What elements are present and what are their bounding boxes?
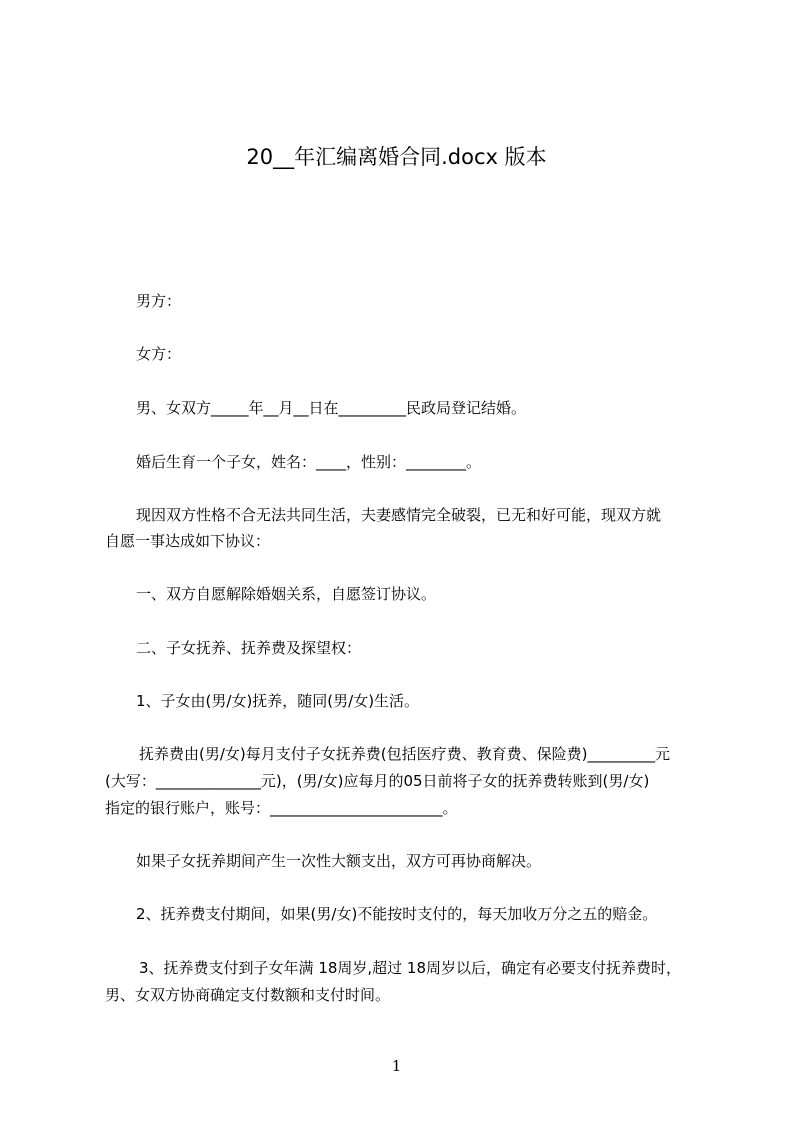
clause-two-item-2: 2、抚养费支付期间，如果(男/女)不能按时支付的，每天加收万分之五的赔金。 bbox=[136, 905, 658, 923]
clause-two-heading: 二、子女抚养、抚养费及探望权： bbox=[136, 639, 362, 657]
clause-one: 一、双方自愿解除婚姻关系，自愿签订协议。 bbox=[136, 585, 437, 603]
paragraph-reason-line-2: 自愿一事达成如下协议： bbox=[105, 532, 271, 550]
paragraph-support-fee-line-3: 指定的银行账户，账号：_______________________。 bbox=[105, 799, 458, 817]
paragraph-wife: 女方： bbox=[136, 345, 182, 363]
clause-two-item-1: 1、子女由(男/女)抚养，随同(男/女)生活。 bbox=[136, 692, 420, 710]
paragraph-support-fee-line-1: 抚养费由(男/女)每月支付子女抚养费(包括医疗费、教育费、保险费)_________元 bbox=[139, 745, 670, 763]
paragraph-support-fee-line-2: (大写：______________元)，(男/女)应每月的05日前将子女的抚养费转账到(男/女) bbox=[105, 772, 650, 790]
page-number: 1 bbox=[391, 1057, 402, 1075]
paragraph-husband: 男方： bbox=[136, 292, 182, 310]
clause-two-item-3-line-2: 男、女双方协商确定支付数额和支付时间。 bbox=[105, 986, 391, 1004]
paragraph-marriage-registration: 男、女双方_____年__月__日在_________民政局登记结婚。 bbox=[136, 399, 527, 417]
clause-two-item-3-line-1: 3、抚养费支付到子女年满 18周岁,超过 18周岁以后，确定有必要支付抚养费时， bbox=[139, 959, 682, 977]
paragraph-large-expense: 如果子女抚养期间产生一次性大额支出，双方可再协商解决。 bbox=[136, 852, 542, 870]
paragraph-reason-line-1: 现因双方性格不合无法共同生活，夫妻感情完全破裂，已无和好可能，现双方就 bbox=[136, 506, 662, 524]
document-title: 20__年汇编离婚合同.docx 版本 bbox=[246, 145, 547, 169]
paragraph-child-info: 婚后生育一个子女，姓名：____，性别：________。 bbox=[136, 453, 482, 471]
